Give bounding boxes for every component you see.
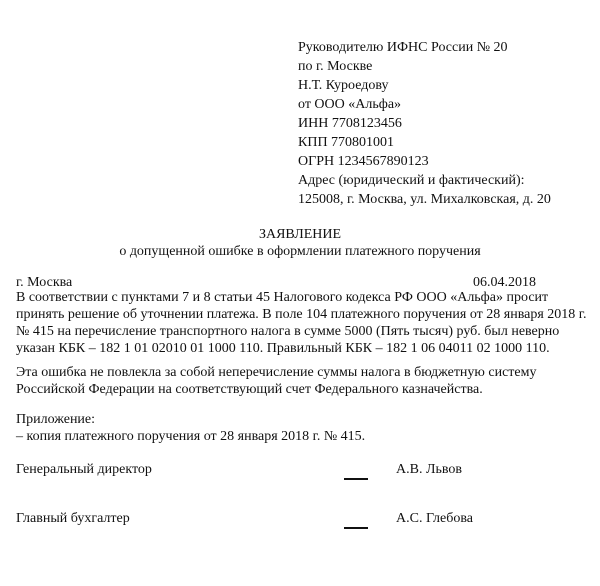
document-title: ЗАЯВЛЕНИЕ [258,227,342,242]
addressee-line: Руководителю ИФНС России № 20 [298,40,508,55]
attachment-item: – копия платежного поручения от 28 января 2018 г. № 415. [16,429,366,444]
text-line: указан КБК – 182 1 01 02010 01 1000 110. Правильный КБК – 182 1 06 04011 02 1000 110. [16,341,550,356]
text-line: В соответствии с пунктами 7 и 8 статьи 45 Налогового кодекса РФ ООО «Альфа» просит [16,290,549,305]
signatory-position: Главный бухгалтер [16,511,130,526]
signatory-name: А.В. Львов [396,462,462,477]
addressee-line: ИНН 7708123456 [298,116,402,131]
signature-row-accountant [0,511,600,541]
attachment-label: Приложение: [16,412,96,427]
text-line: № 415 на перечисление транспортного налога в сумме 5000 (Пять тысяч) руб. был неверно [16,324,560,339]
addressee-line: от ООО «Альфа» [298,97,402,112]
signature-line [344,478,368,480]
text-line: Российской Федерации на соответствующий счет Федерального казначейства. [16,382,483,397]
text-line: Эта ошибка не повлекла за собой неперечисление суммы налога в бюджетную систему [16,365,537,380]
signature-row-director [0,462,600,492]
addressee-line: Адрес (юридический и фактический): [298,173,525,188]
paragraph-note [16,364,576,398]
addressee-block [298,38,551,209]
addressee-line: по г. Москве [298,59,373,74]
addressee-line: 125008, г. Москва, ул. Михалковская, д. 20 [298,192,551,207]
document-subtitle: о допущенной ошибке в оформлении платежного поручения [119,244,481,259]
addressee-line: Н.Т. Куроедову [298,78,389,93]
document-date: 06.04.2018 [473,275,536,290]
paragraph-request [16,289,587,357]
place: г. Москва [16,275,73,290]
addressee-line: КПП 770801001 [298,135,395,150]
attachment-block [16,411,576,445]
signature-line [344,527,368,529]
signatory-position: Генеральный директор [16,462,152,477]
signatory-name: А.С. Глебова [396,511,473,526]
addressee-line: ОГРН 1234567890123 [298,154,429,169]
text-line: принять решение об уточнении платежа. В поле 104 платежного поручения от 28 января 2018 г. [16,307,587,322]
